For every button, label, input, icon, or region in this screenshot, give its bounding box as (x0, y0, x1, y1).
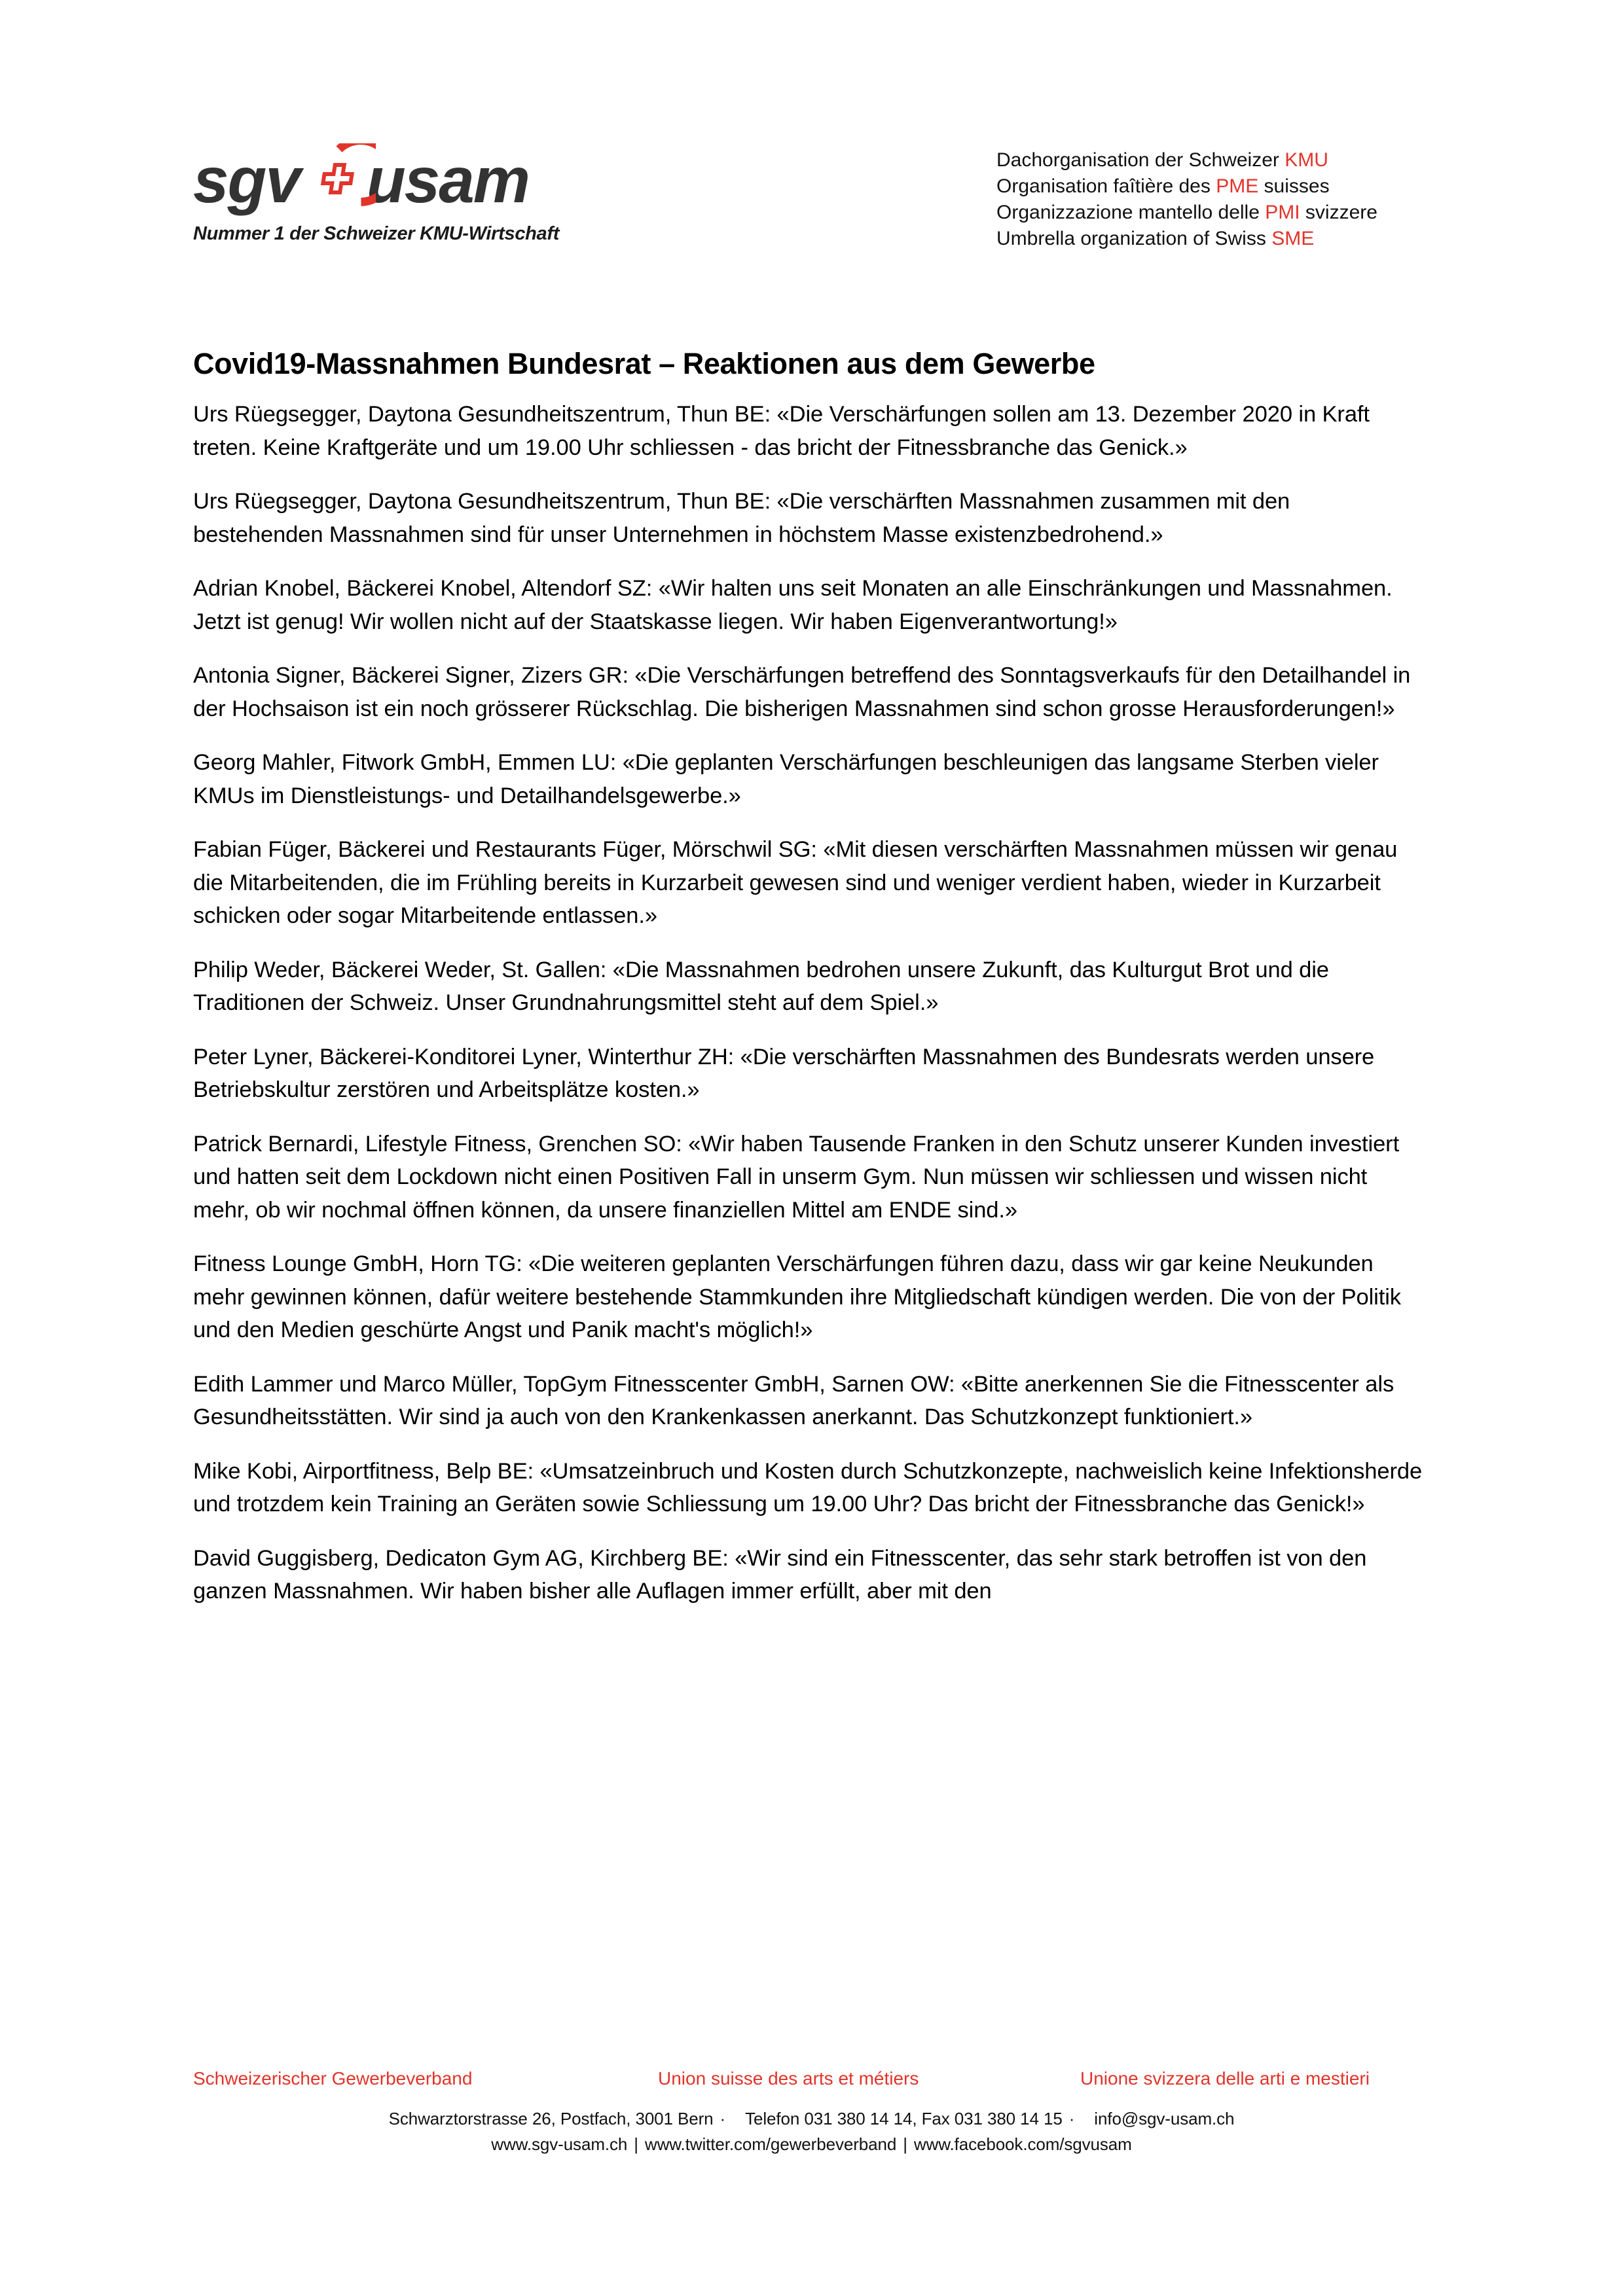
quote-paragraph: Urs Rüegsegger, Daytona Gesundheitszentrum, Thun BE: «Die Verschärfungen sollen am 13. Dezember 2020 in Kraft treten. Keine Kraftgeräte und um 19.00 Uhr schliessen - das bricht der Fitnessbranche das Genick.» (193, 402, 1370, 460)
page-footer (0, 2068, 1623, 2186)
quote-paragraph: Patrick Bernardi, Lifestyle Fitness, Grenchen SO: «Wir haben Tausende Franken in den Schutz unserer Kunden investiert und hatten seit dem Lockdown nicht einen Positiven Fall in unserm Gym. Nun müssen wir schliessen und wissen nicht mehr, ob wir nochmal öffnen können, da unsere finanziellen Mittel am ENDE sind.» (193, 1131, 1400, 1223)
quote-paragraph: Edith Lammer und Marco Müller, TopGym Fitnesscenter GmbH, Sarnen OW: «Bitte anerkennen Sie die Fitnesscenter als Gesundheitsstätten. Wir sind ja auch von den Krankenkassen anerkannt. Das Schutzkonzept funktioniert.» (193, 1371, 1395, 1429)
swiss-cross-emblem-icon (302, 143, 376, 217)
footer-website-link[interactable]: www.sgv-usam.ch (491, 2134, 628, 2154)
logo-wordmark (193, 141, 651, 219)
footer-address: Schwarztorstrasse 26, Postfach, 3001 Bern (388, 2109, 714, 2128)
footer-contact-line (0, 2109, 1623, 2129)
logo-text-sgv: sgv (193, 144, 300, 216)
footer-separator: | (634, 2134, 638, 2154)
sgv-usam-logo (193, 141, 651, 245)
footer-org-de: Schweizerischer Gewerbeverband (193, 2068, 473, 2089)
quote-paragraph: David Guggisberg, Dedicaton Gym AG, Kirchberg BE: «Wir sind ein Fitnesscenter, das sehr stark betroffen ist von den ganzen Massnahmen. Wir haben bisher alle Auflagen immer erfüllt, aber mit den (193, 1545, 1367, 1604)
footer-email[interactable]: info@sgv-usam.ch (1094, 2109, 1235, 2128)
footer-links-line (0, 2134, 1623, 2155)
lang-it-accent: PMI (1265, 201, 1300, 223)
lang-en-prefix: Umbrella organization of Swiss (996, 227, 1272, 249)
lang-fr-prefix: Organisation faîtière des (996, 175, 1216, 197)
lang-de-prefix: Dachorganisation der Schweizer (996, 149, 1285, 171)
language-line-it (996, 200, 1377, 226)
lang-fr-suffix: suisses (1258, 175, 1330, 197)
footer-org-it: Unione svizzera delle arti e mestieri (1080, 2068, 1370, 2089)
footer-org-fr: Union suisse des arts et métiers (658, 2068, 919, 2089)
lang-it-suffix: svizzere (1300, 201, 1377, 223)
quote-paragraph: Fabian Füger, Bäckerei und Restaurants Füger, Mörschwil SG: «Mit diesen verschärften Massnahmen müssen wir genau die Mitarbeitenden, die im Frühling bereits in Kurzarbeit gewesen sind und weniger verdient haben, wieder in Kurzarbeit schicken oder sogar Mitarbeitende entlassen.» (193, 837, 1398, 928)
lang-fr-accent: PME (1216, 175, 1259, 197)
footer-separator: · (720, 2109, 726, 2128)
footer-separator: | (903, 2134, 907, 2154)
quote-paragraph: Antonia Signer, Bäckerei Signer, Zizers GR: «Die Verschärfungen betreffend des Sonntagsverkaufs für den Detailhandel in der Hochsaison ist ein noch grösserer Rückschlag. Die bisherigen Massnahmen sind schon grosse Herausforderungen!» (193, 663, 1411, 721)
language-line-en (996, 226, 1377, 252)
organization-languages (996, 147, 1377, 252)
page-header (0, 141, 1623, 272)
footer-separator: · (1068, 2109, 1075, 2128)
document-body (193, 398, 1424, 1608)
page-title: Covid19-Massnahmen Bundesrat – Reaktionen aus dem Gewerbe (193, 347, 1095, 381)
footer-phone: Telefon 031 380 14 14, Fax 031 380 14 15 (745, 2109, 1063, 2128)
footer-organization-names (0, 2068, 1623, 2097)
quote-paragraph: Peter Lyner, Bäckerei-Konditorei Lyner, Winterthur ZH: «Die verschärften Massnahmen des Bundesrats werden unsere Betriebskultur zerstören und Arbeitsplätze kosten.» (193, 1044, 1375, 1102)
quote-paragraph: Urs Rüegsegger, Daytona Gesundheitszentrum, Thun BE: «Die verschärften Massnahmen zusammen mit den bestehenden Massnahmen sind für unser Unternehmen in höchstem Masse existenzbedrohend.» (193, 489, 1290, 547)
language-line-fr (996, 173, 1377, 200)
lang-en-accent: SME (1271, 227, 1315, 249)
logo-text-usam: usam (366, 144, 529, 216)
quote-paragraph: Mike Kobi, Airportfitness, Belp BE: «Umsatzeinbruch und Kosten durch Schutzkonzepte, nachweislich keine Infektionsherde und trotzdem kein Training an Geräten sowie Schliessung um 19.00 Uhr? Das bricht der Fitnessbranche das Genick!» (193, 1458, 1423, 1516)
footer-facebook-link[interactable]: www.facebook.com/sgvusam (913, 2134, 1132, 2154)
quote-paragraph: Fitness Lounge GmbH, Horn TG: «Die weiteren geplanten Verschärfungen führen dazu, dass wir gar keine Neukunden mehr gewinnen können, dafür weitere bestehende Stammkunden ihre Mitgliedschaft kündigen werden. Die von der Politik und den Medien geschürte Angst und Panik macht's möglich!» (193, 1251, 1401, 1342)
lang-it-prefix: Organizzazione mantello delle (996, 201, 1266, 223)
lang-de-accent: KMU (1285, 149, 1328, 171)
footer-twitter-link[interactable]: www.twitter.com/gewerbeverband (644, 2134, 897, 2154)
quote-paragraph: Georg Mahler, Fitwork GmbH, Emmen LU: «Die geplanten Verschärfungen beschleunigen das langsame Sterben vieler KMUs im Dienstleistungs- und Detailhandelsgewerbe.» (193, 750, 1379, 808)
logo-tagline: Nummer 1 der Schweizer KMU-Wirtschaft (193, 223, 560, 244)
quote-paragraph: Adrian Knobel, Bäckerei Knobel, Altendorf SZ: «Wir halten uns seit Monaten an alle Einschränkungen und Massnahmen. Jetzt ist genug! Wir wollen nicht auf der Staatskasse liegen. Wir haben Eigenverantwortung!» (193, 576, 1393, 634)
quote-paragraph: Philip Weder, Bäckerei Weder, St. Gallen: «Die Massnahmen bedrohen unsere Zukunft, das Kulturgut Brot und die Traditionen der Schweiz. Unser Grundnahrungsmittel steht auf dem Spiel.» (193, 957, 1329, 1015)
language-line-de (996, 147, 1377, 173)
